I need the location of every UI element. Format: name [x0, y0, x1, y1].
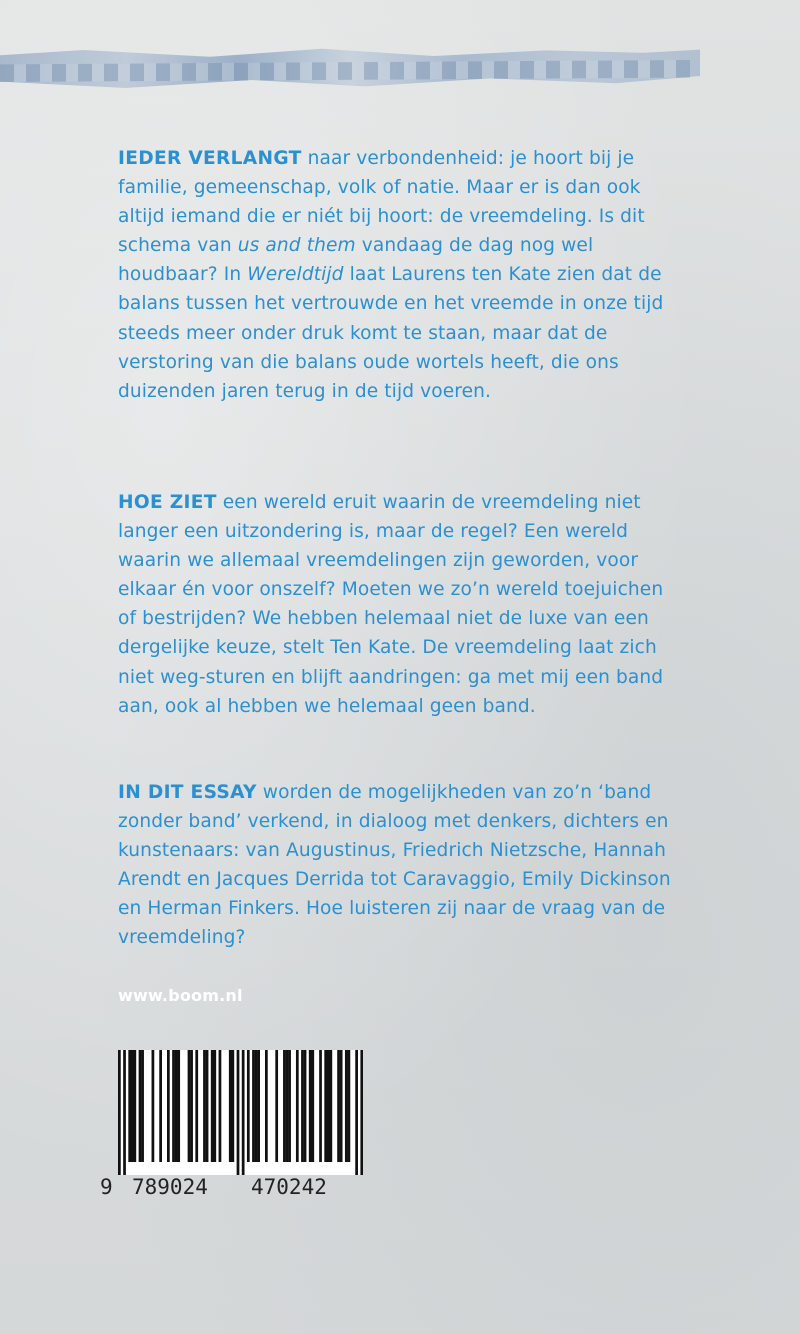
barcode-bar — [247, 1050, 250, 1162]
barcode-bar — [229, 1050, 232, 1162]
barcode-bar — [275, 1050, 278, 1162]
barcode-bar — [252, 1050, 255, 1162]
barcode-bar — [286, 1050, 289, 1162]
barcode-bar — [324, 1050, 327, 1162]
barcode-bar — [345, 1050, 348, 1162]
barcode-bar — [203, 1050, 206, 1162]
paragraph-1-italic-title: Wereldtijd — [247, 264, 344, 286]
paragraph-1-text-b: vandaag de dag nog wel houdbaar? In — [118, 235, 594, 286]
barcode-bar — [175, 1050, 178, 1162]
barcode-bar — [152, 1050, 155, 1162]
barcode-bar — [257, 1050, 260, 1162]
barcode-bar — [309, 1050, 312, 1162]
barcode-bar — [288, 1050, 291, 1162]
barcode-bar — [337, 1050, 340, 1162]
barcode-bar — [219, 1050, 222, 1162]
paragraph-1-text-c: laat Laurens ten Kate zien dat de balans tussen het vertrouwde en het vreemde in onze tijd steeds meer onder druk komt te staan, maar dat de verstoring van die balans oude wortels heeft, die ons duizenden jaren terug in de tijd voeren. — [118, 264, 664, 402]
barcode-bar — [123, 1050, 126, 1175]
barcode-bar — [118, 1050, 121, 1175]
barcode-right-group: 470242 — [251, 1175, 327, 1199]
paragraph-3-lead: IN DIT ESSAY — [118, 782, 257, 803]
barcode-bar — [177, 1050, 180, 1162]
barcode-bar — [141, 1050, 144, 1162]
barcode-bar — [319, 1050, 322, 1162]
barcode-bar — [128, 1050, 131, 1162]
barcode-bar — [360, 1050, 363, 1175]
barcode-bar — [211, 1050, 214, 1162]
barcode-left-group: 789024 — [132, 1175, 208, 1199]
paragraph-2-lead: HOE ZIET — [118, 492, 217, 513]
barcode-bar — [133, 1050, 136, 1162]
paragraph-3-text: worden de mogelijkheden van zo’n ‘band zonder band’ verkend, in dialoog met denkers, dichters en kunstenaars: van Augustinus, Friedrich Nietzsche, Hannah Arendt en Jacques Derrida tot Caravaggio, Emily Dickinson en Herman Finkers. Hoe luisteren zij naar de vraag van de vreemdeling? — [118, 782, 671, 949]
barcode-first-digit: 9 — [100, 1175, 113, 1199]
barcode-bar — [329, 1050, 332, 1162]
barcode-bar — [348, 1050, 351, 1162]
barcode-bar — [195, 1050, 198, 1162]
barcode-bar — [304, 1050, 307, 1162]
barcode-bar — [206, 1050, 209, 1162]
blurb-paragraph-3 — [118, 778, 678, 953]
paragraph-1-text-a: naar verbondenheid: je hoort bij je familie, gemeenschap, volk of natie. Maar er is dan ook altijd iemand die er niét bij hoort: de vreemdeling. Is dit schema van — [118, 148, 645, 257]
barcode-bar — [283, 1050, 286, 1162]
barcode-bar — [237, 1050, 240, 1175]
barcode-bar — [167, 1050, 170, 1162]
barcode-digits — [100, 1175, 363, 1205]
barcode-bar — [296, 1050, 299, 1162]
barcode-bar — [131, 1050, 134, 1162]
barcode-bar — [188, 1050, 191, 1162]
blurb-paragraph-1 — [118, 144, 678, 406]
barcode-bar — [242, 1050, 245, 1175]
barcode-bars — [118, 1050, 363, 1175]
barcode-bar — [311, 1050, 314, 1162]
barcode-bar — [159, 1050, 162, 1162]
paragraph-1-lead: IEDER VERLANGT — [118, 148, 302, 169]
paragraph-1-italic-us-and-them: us and them — [237, 235, 356, 257]
barcode-bar — [255, 1050, 258, 1162]
barcode-bar — [301, 1050, 304, 1162]
barcode-bar — [190, 1050, 193, 1162]
barcode-bar — [265, 1050, 268, 1162]
barcode-bar — [355, 1050, 358, 1175]
barcode-bar — [231, 1050, 234, 1162]
barcode-bar — [340, 1050, 343, 1162]
isbn-barcode — [100, 1050, 363, 1210]
paragraph-2-text: een wereld eruit waarin de vreemdeling niet langer een uitzondering is, maar de regel? Een wereld waarin we allemaal vreemdelingen zijn geworden, voor elkaar én voor onszelf? Moeten we zo’n wereld toejuichen of bestrijden? We hebben helemaal niet de luxe van een dergelijke keuze, stelt Ten Kate. De vreemdeling laat zich niet weg-sturen en blijft aandringen: ga met mij een band aan, ook al hebben we helemaal geen band. — [118, 492, 664, 717]
publisher-website: www.boom.nl — [118, 986, 243, 1005]
barcode-bar — [327, 1050, 330, 1162]
barcode-bar — [172, 1050, 175, 1162]
barcode-bar — [139, 1050, 142, 1162]
barcode-bar — [213, 1050, 216, 1162]
blurb-paragraph-2 — [118, 488, 678, 721]
